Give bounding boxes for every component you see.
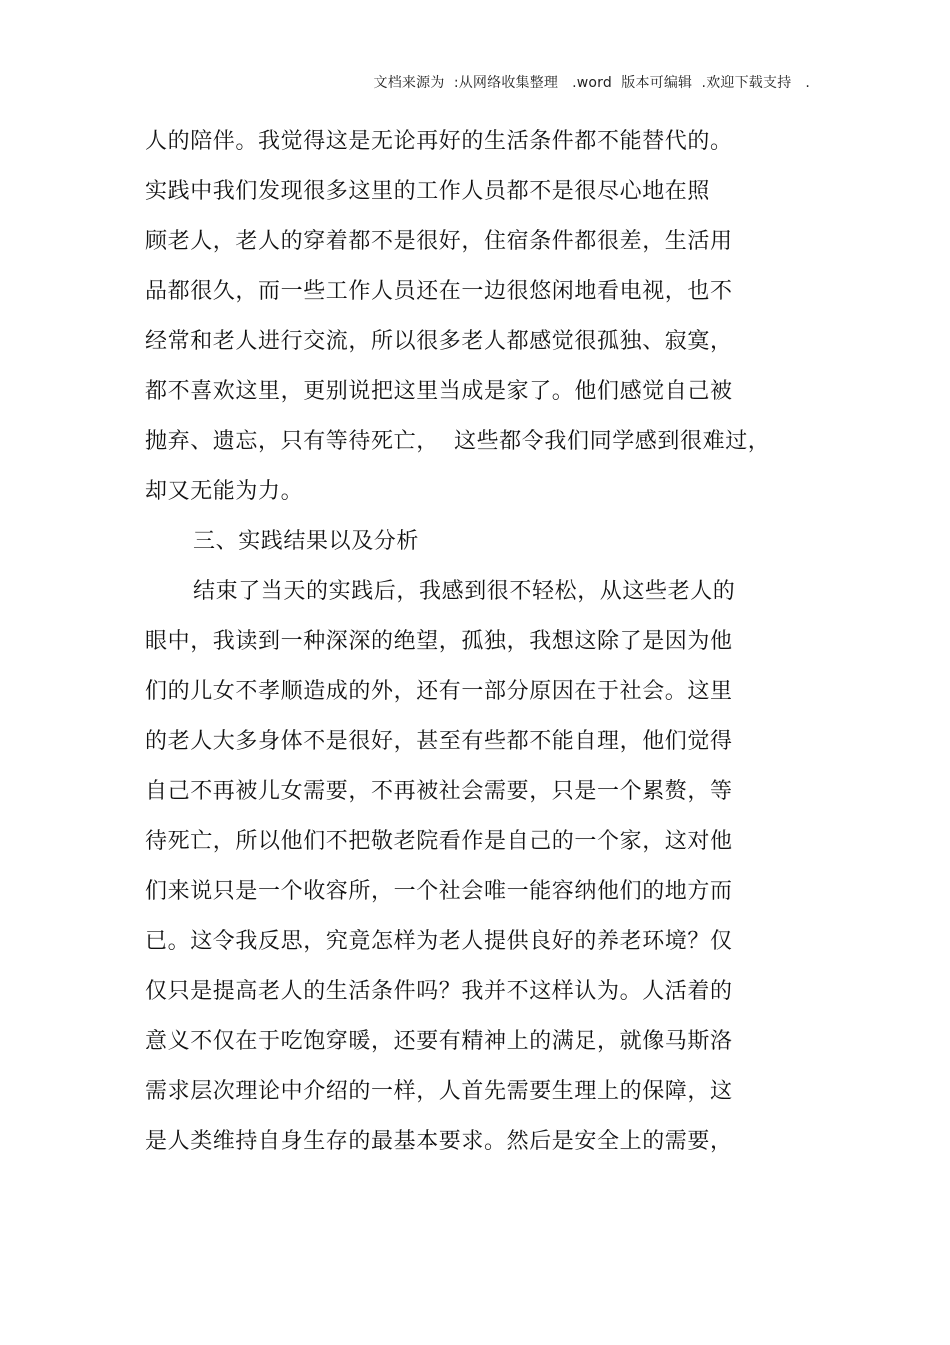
text-line: 的老人大多身体不是很好，甚至有些都不能自理，他们觉得 <box>145 729 733 754</box>
text-line: 们的儿女不孝顺造成的外，还有一部分原因在于社会。这里 <box>145 679 733 704</box>
text-line: 都不喜欢这里，更别说把这里当成是家了。他们感觉自己被 <box>145 379 733 404</box>
text-line: 自己不再被儿女需要，不再被社会需要，只是一个累赘，等 <box>145 779 733 804</box>
text-line: 抛弃、遗忘，只有等待死亡， 这些都令我们同学感到很难过， <box>145 429 771 454</box>
text-line: 意义不仅在于吃饱穿暖，还要有精神上的满足，就像马斯洛 <box>145 1029 733 1054</box>
text-line: 待死亡，所以他们不把敬老院看作是自己的一个家，这对他 <box>145 829 733 854</box>
text-line: 眼中，我读到一种深深的绝望，孤独，我想这除了是因为他 <box>145 629 733 654</box>
text-line: 人的陪伴。我觉得这是无论再好的生活条件都不能替代的。 <box>145 129 733 154</box>
text-line: 已。这令我反思，究竟怎样为老人提供良好的养老环境？仅 <box>145 929 733 954</box>
text-line: 是人类维持自身生存的最基本要求。然后是安全上的需要， <box>145 1129 733 1154</box>
page-header: 文档来源为 :从网络收集整理 .word 版本可编辑 .欢迎下载支持 . <box>373 75 810 91</box>
text-line: 需求层次理论中介绍的一样，人首先需要生理上的保障，这 <box>145 1079 733 1104</box>
text-line: 却又无能为力。 <box>145 479 304 504</box>
text-line: 仅只是提高老人的生活条件吗？我并不这样认为。人活着的 <box>145 979 733 1004</box>
text-line: 顾老人，老人的穿着都不是很好，住宿条件都很差，生活用 <box>145 229 733 254</box>
text-line: 实践中我们发现很多这里的工作人员都不是很尽心地在照 <box>145 179 711 204</box>
text-line: 经常和老人进行交流，所以很多老人都感觉很孤独、寂寞， <box>145 329 733 354</box>
text-line: 品都很久，而一些工作人员还在一边很悠闲地看电视，也不 <box>145 279 733 304</box>
section-heading: 三、实践结果以及分析 <box>193 529 420 554</box>
text-line: 们来说只是一个收容所，一个社会唯一能容纳他们的地方而 <box>145 879 733 904</box>
paragraph-first-line: 结束了当天的实践后，我感到很不轻松，从这些老人的 <box>193 579 736 604</box>
document-body <box>145 124 785 1174</box>
